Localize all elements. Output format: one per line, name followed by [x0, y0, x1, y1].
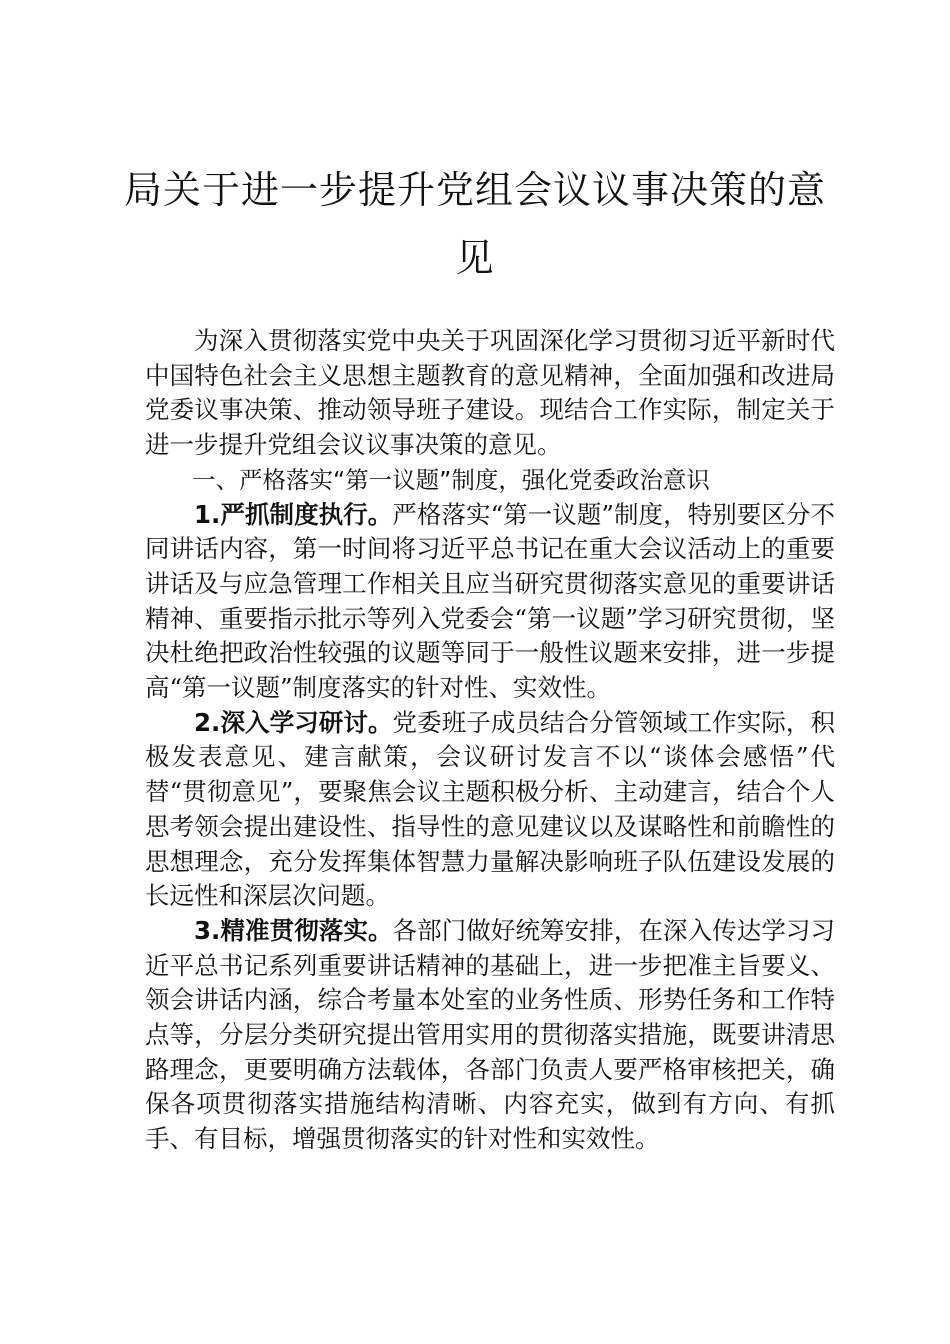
- document-title-line-1: 局关于进一步提升党组会议议事决策的意: [123, 168, 826, 212]
- item-1-text: 严格落实“第一议题”制度，特别要区分不同讲话内容，第一时间将习近平总书记在重大会议活动上的重要讲话及与应急管理工作相关且应当研究贯彻落实意见的重要讲话精神、重要指示批示等列入党委会“第一议题”学习研究贯彻，坚决杜绝把政治性较强的议题等同于一般性议题来安排，进一步提高“第一议题”制度落实的针对性、实效性。: [145, 499, 835, 703]
- section-1-heading: 一、严格落实“第一议题”制度，强化党委政治意识: [192, 465, 710, 494]
- item-3-paragraph: [145, 914, 835, 1157]
- item-3-lead: 3.精准贯彻落实。: [194, 915, 393, 945]
- item-2-paragraph: [145, 706, 835, 914]
- document-body: [145, 324, 835, 1157]
- item-1-lead: 1.严抓制度执行。: [194, 499, 393, 529]
- item-2-text: 党委班子成员结合分管领域工作实际，积极发表意见、建言献策，会议研讨发言不以“谈体会感悟”代替“贯彻意见”，要聚焦会议主题积极分析、主动建言，结合个人思考领会提出建设性、指导性的意见建议以及谋略性和前瞻性的思想理念，充分发挥集体智慧力量解决影响班子队伍建设发展的长远性和深层次问题。: [145, 707, 836, 911]
- document-title-line-2: 见: [455, 236, 495, 280]
- item-3-text: 各部门做好统筹安排，在深入传达学习习近平总书记系列重要讲话精神的基础上，进一步把准主旨要义、领会讲话内涵，综合考量本处室的业务性质、形势任务和工作特点等，分层分类研究提出管用实用的贯彻落实措施，既要讲清思路理念，更要明确方法载体，各部门负责人要严格审核把关，确保各项贯彻落实措施结构清晰、内容充实，做到有方向、有抓手、有目标，增强贯彻落实的针对性和实效性。: [145, 915, 836, 1154]
- item-1-paragraph: [145, 498, 835, 706]
- intro-paragraph: 为深入贯彻落实党中央关于巩固深化学习贯彻习近平新时代中国特色社会主义思想主题教育的意见精神，全面加强和改进局党委议事决策、推动领导班子建设。现结合工作实际，制定关于进一步提升党组会议议事决策的意见。: [145, 326, 835, 460]
- item-2-lead: 2.深入学习研讨。: [194, 707, 393, 737]
